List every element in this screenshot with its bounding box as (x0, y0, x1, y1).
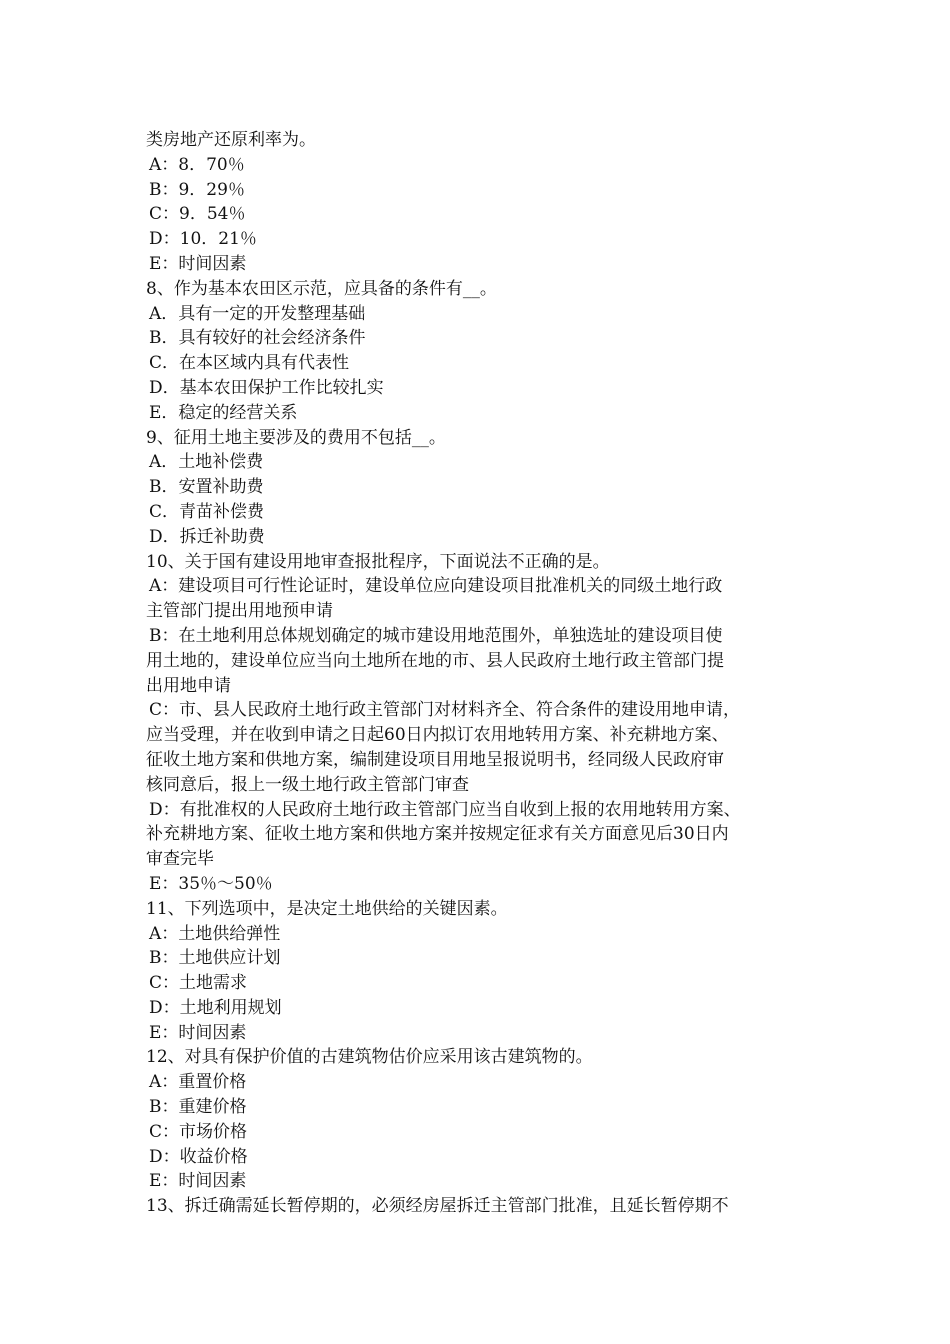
q10-option-a (146, 574, 826, 624)
q8-option-d: D．基本农田保护工作比较扎实 (149, 377, 384, 398)
q10-option-c-line: C：市、县人民政府土地行政主管部门对材料齐全、符合条件的建设用地申请， (149, 700, 741, 721)
question-stem-8: 8、作为基本农田区示范，应具备的条件有__。 (146, 278, 497, 299)
question-stem-9: 9、征用土地主要涉及的费用不包括__。 (146, 427, 446, 448)
q8-option-e: E．稳定的经营关系 (149, 402, 298, 423)
question-stem-7-tail: 类房地产还原利率为。 (146, 130, 316, 150)
q10-option-d (146, 798, 826, 872)
q8-option-c: C．在本区域内具有代表性 (149, 353, 350, 374)
question-stem-10: 10、关于国有建设用地审查报批程序，下面说法不正确的是。 (146, 551, 610, 572)
q12-option-c: C：市场价格 (149, 1121, 248, 1142)
q10-option-d-line: D：有批准权的人民政府土地行政主管部门应当自收到上报的农用地转用方案、 (149, 799, 741, 820)
q11-option-a: A：土地供给弹性 (149, 923, 281, 944)
q7-option-a: A：8．70％ (149, 154, 245, 175)
q8-option-b: B．具有较好的社会经济条件 (149, 328, 366, 349)
q12-option-b: B：重建价格 (149, 1097, 247, 1118)
q10-option-b-line: 出用地申请 (146, 675, 231, 696)
q11-option-b: B：土地供应计划 (149, 948, 281, 969)
q10-option-c-line: 核同意后，报上一级土地行政主管部门审查 (146, 774, 469, 795)
question-stem-12: 12、对具有保护价值的古建筑物估价应采用该古建筑物的。 (146, 1047, 593, 1068)
q7-option-c: C：9．54％ (149, 204, 246, 225)
q9-option-b: B．安置补助费 (149, 477, 264, 498)
q7-option-b: B：9．29％ (149, 179, 245, 200)
q7-option-e: E：时间因素 (149, 253, 247, 274)
q10-option-d-line: 审查完毕 (146, 849, 214, 870)
q7-option-d: D：10．21％ (149, 229, 257, 250)
q10-option-b-line: B：在土地利用总体规划确定的城市建设用地范围外，单独选址的建设项目使 (149, 625, 723, 646)
q11-option-c: C：土地需求 (149, 973, 248, 994)
q12-option-d: D：收益价格 (149, 1146, 248, 1167)
q11-option-d: D：土地利用规划 (149, 997, 282, 1018)
question-stem-13: 13、拆迁确需延长暂停期的，必须经房屋拆迁主管部门批准，且延长暂停期不 (146, 1196, 729, 1217)
question-stem-11: 11、下列选项中，是决定土地供给的关键因素。 (146, 898, 508, 919)
q10-option-b-line: 用土地的，建设单位应当向土地所在地的市、县人民政府土地行政主管部门提 (146, 650, 724, 671)
q9-option-d: D．拆迁补助费 (149, 526, 265, 547)
q10-option-c-line: 应当受理，并在收到申请之日起60日内拟订农用地转用方案、补充耕地方案、 (146, 725, 729, 746)
q10-option-a-line: 主管部门提出用地预申请 (146, 601, 333, 622)
q10-option-e: E：35％～50％ (149, 873, 273, 894)
q10-option-c-line: 征收土地方案和供地方案，编制建设项目用地呈报说明书，经同级人民政府审 (146, 749, 724, 770)
document-page (146, 128, 826, 1219)
q9-option-c: C．青苗补偿费 (149, 501, 265, 522)
q12-option-e: E：时间因素 (149, 1171, 247, 1192)
q10-option-d-line: 补充耕地方案、征收土地方案和供地方案并按规定征求有关方面意见后30日内 (146, 824, 729, 845)
q10-option-c (146, 698, 826, 797)
q11-option-e: E：时间因素 (149, 1022, 247, 1043)
q8-option-a: A．具有一定的开发整理基础 (149, 303, 366, 324)
q10-option-a-line: A：建设项目可行性论证时，建设单位应向建设项目批准机关的同级土地行政 (149, 576, 723, 597)
q10-option-b (146, 624, 826, 698)
q9-option-a: A．土地补偿费 (149, 452, 264, 473)
q12-option-a: A：重置价格 (149, 1072, 247, 1093)
